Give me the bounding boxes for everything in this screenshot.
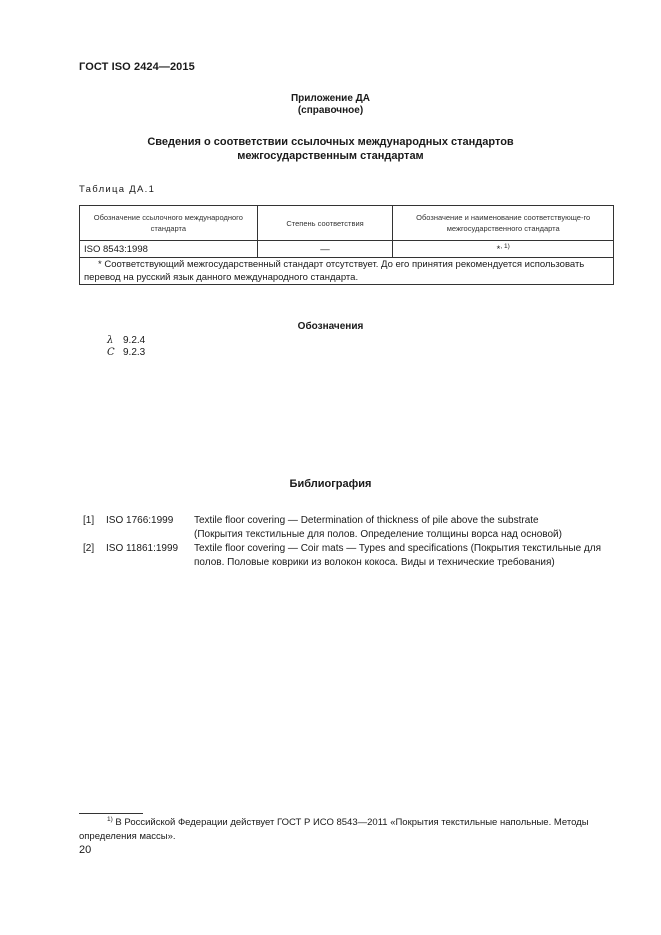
footnote bbox=[79, 816, 619, 844]
appendix-title: Приложение ДА bbox=[290, 93, 371, 104]
bib-standard-id: ISO 11861:1999 bbox=[106, 543, 179, 554]
appendix-subtitle: (справочное) bbox=[297, 105, 364, 116]
symbol-item bbox=[107, 335, 145, 346]
table-cell-degree: — bbox=[257, 241, 393, 258]
table-header-cell: Обозначение ссылочного международного стандарта bbox=[80, 206, 258, 241]
table-cell-standard: ISO 8543:1998 bbox=[80, 241, 258, 258]
table-row bbox=[80, 241, 614, 258]
bib-entry-text bbox=[194, 542, 616, 570]
bibliography-title: Библиография bbox=[289, 478, 372, 490]
table-header-row bbox=[80, 206, 614, 241]
table-cell-national-standard bbox=[393, 241, 614, 258]
bib-line: Textile floor covering — Determination of thickness of pile above the substrate bbox=[194, 515, 539, 526]
footnote-text: В Российской Федерации действует ГОСТ Р ИСО 8543—2011 «Покрытия текстильные напольные. Методы определения массы». bbox=[79, 817, 589, 842]
section-title-line2: межгосударственным стандартам bbox=[237, 150, 424, 162]
reference-table bbox=[79, 205, 614, 285]
page-number: 20 bbox=[79, 844, 92, 856]
bib-standard-id: ISO 1766:1999 bbox=[106, 515, 174, 526]
footnote-ref: , 1) bbox=[500, 242, 510, 250]
asterisk-mark: * bbox=[496, 243, 501, 255]
symbols-title: Обозначения bbox=[297, 321, 364, 332]
symbol-item bbox=[107, 347, 145, 358]
bib-entry-text bbox=[194, 514, 616, 542]
bib-line: (Покрытия текстильные для полов. Определение толщины ворса над основой) bbox=[194, 529, 562, 540]
footnote-divider bbox=[79, 813, 143, 814]
symbol-ref: 9.2.4 bbox=[123, 335, 146, 346]
table-caption: Таблица ДА.1 bbox=[79, 184, 156, 195]
section-title-line1: Сведения о соответствии ссылочных международных стандартов bbox=[147, 136, 514, 148]
table-header-cell: Обозначение и наименование соответствующе-го межгосударственного стандарта bbox=[393, 206, 614, 241]
table-note: * Соответствующий межгосударственный стандарт отсутствует. До его принятия рекомендуется использовать перевод на русский язык данного международного стандарта. bbox=[80, 258, 614, 285]
table-note-row bbox=[80, 258, 614, 285]
symbol-glyph: λ bbox=[107, 335, 114, 346]
symbol-glyph: C bbox=[107, 347, 115, 358]
document-code: ГОСТ ISO 2424—2015 bbox=[79, 61, 195, 73]
bib-line: полов. Половые коврики из волокон кокоса. Виды и технические требования) bbox=[194, 557, 555, 568]
bib-number: [2] bbox=[83, 543, 95, 554]
table-header-cell: Степень соответствия bbox=[257, 206, 393, 241]
footnote-marker: 1) bbox=[107, 815, 113, 823]
symbol-ref: 9.2.3 bbox=[123, 347, 146, 358]
bib-number: [1] bbox=[83, 515, 95, 526]
bib-line: Textile floor covering — Coir mats — Types and specifications (Покрытия текстильные для bbox=[194, 543, 602, 554]
